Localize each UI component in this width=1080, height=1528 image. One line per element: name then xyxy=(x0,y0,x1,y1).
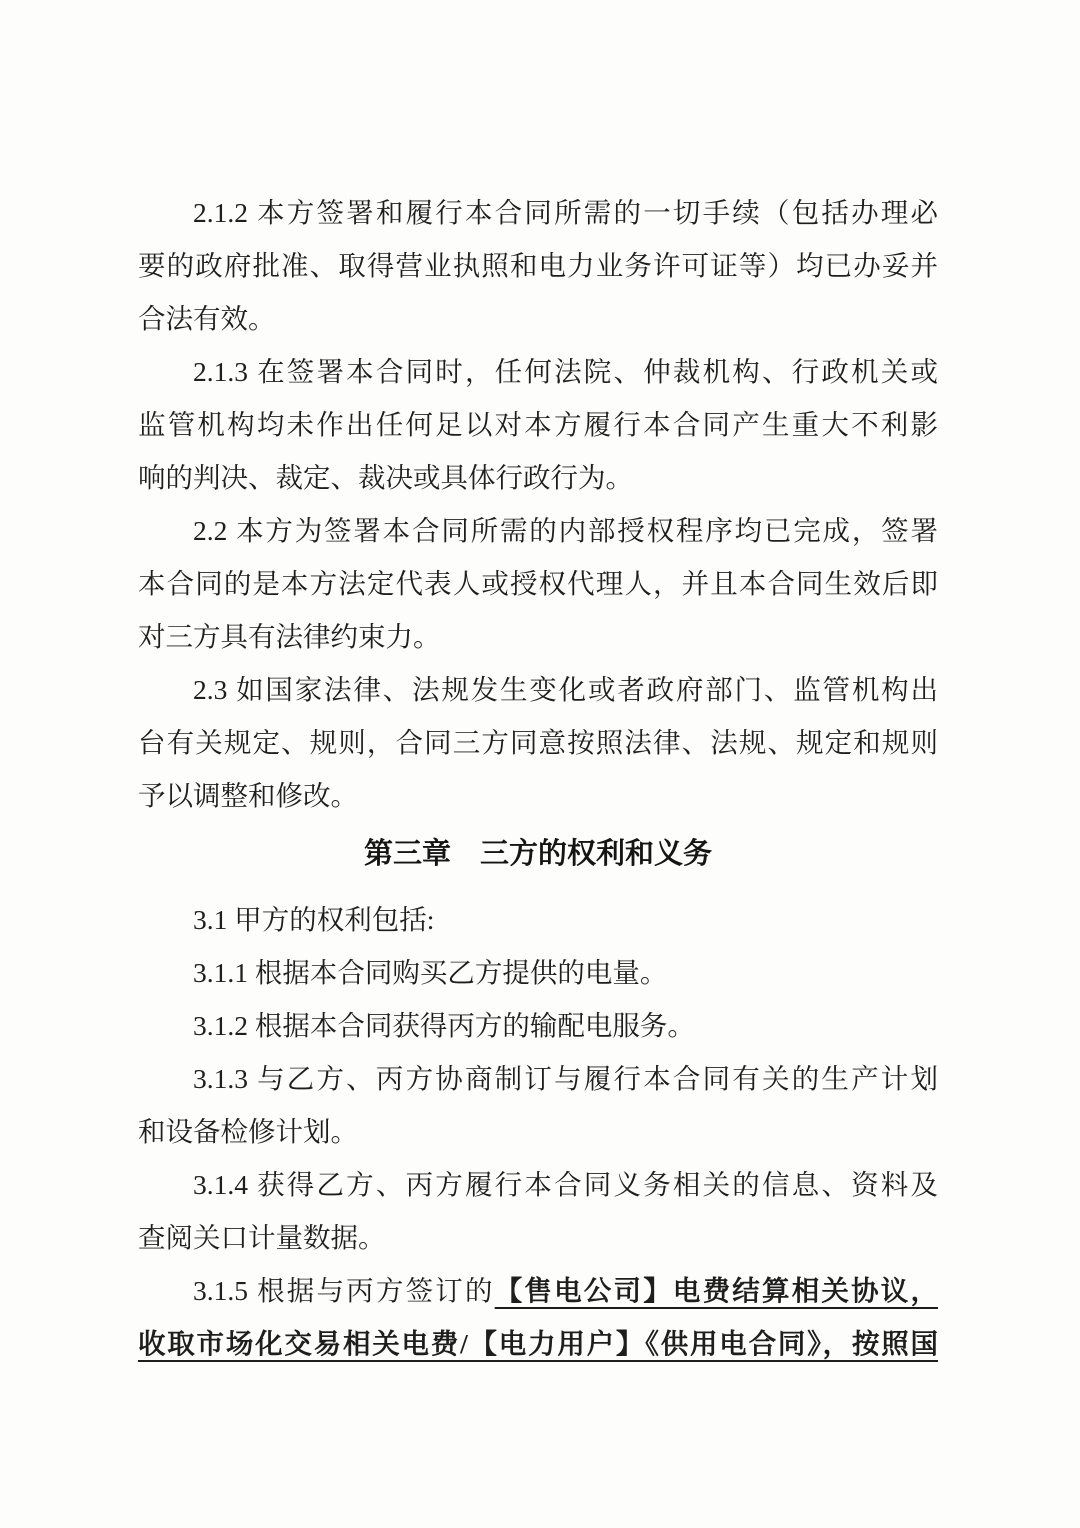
text-line xyxy=(138,1264,938,1317)
clause-3-1-1 xyxy=(138,946,938,999)
text-line: 3.1.3 与乙方、丙方协商制订与履行本合同有关的生产计划 xyxy=(193,1063,938,1094)
text-line xyxy=(138,1317,938,1370)
text-line: 2.1.2 本方签署和履行本合同所需的一切手续（包括办理必 xyxy=(193,197,938,228)
text-line: 予以调整和修改。 xyxy=(138,780,358,811)
text-line: 对三方具有法律约束力。 xyxy=(138,621,441,652)
text-line: 监管机构均未作出任何足以对本方履行本合同产生重大不利影 xyxy=(138,409,938,440)
clause-2-3 xyxy=(138,663,938,822)
text-run: 3.1.5 根据与丙方签订的 xyxy=(193,1275,495,1306)
emphasized-underlined-text: 【售电公司】电费结算相关协议， xyxy=(494,1275,938,1306)
clause-2-1-3 xyxy=(138,345,938,504)
clause-3-1-2 xyxy=(138,999,938,1052)
clause-3-1 xyxy=(138,893,938,946)
clause-3-1-4 xyxy=(138,1158,938,1264)
text-line: 2.3 如国家法律、法规发生变化或者政府部门、监管机构出 xyxy=(193,674,938,705)
clause-2-2 xyxy=(138,504,938,663)
clause-2-1-2 xyxy=(138,186,938,345)
text-line: 2.1.3 在签署本合同时，任何法院、仲裁机构、行政机关或 xyxy=(193,356,938,387)
text-line: 2.2 本方为签署本合同所需的内部授权程序均已完成，签署 xyxy=(193,515,938,546)
text-line: 3.1.4 获得乙方、丙方履行本合同义务相关的信息、资料及 xyxy=(193,1169,938,1200)
text-line: 3.1.2 根据本合同获得丙方的输配电服务。 xyxy=(193,1010,695,1041)
text-line: 要的政府批准、取得营业执照和电力业务许可证等）均已办妥并 xyxy=(138,250,938,281)
text-line: 响的判决、裁定、裁决或具体行政行为。 xyxy=(138,462,633,493)
text-line: 3.1.1 根据本合同购买乙方提供的电量。 xyxy=(193,957,668,988)
text-line: 查阅关口计量数据。 xyxy=(138,1222,386,1253)
chapter-3-heading: 第三章 三方的权利和义务 xyxy=(363,838,712,870)
text-line: 3.1 甲方的权利包括: xyxy=(193,904,435,935)
emphasized-underlined-text: 收取市场化交易相关电费/【电力用户】《供用电合同》，按照国 xyxy=(138,1328,938,1359)
text-line: 台有关规定、规则，合同三方同意按照法律、法规、规定和规则 xyxy=(138,727,938,758)
clause-3-1-3 xyxy=(138,1052,938,1158)
text-line: 合法有效。 xyxy=(138,303,276,334)
text-line: 和设备检修计划。 xyxy=(138,1116,358,1147)
text-line: 本合同的是本方法定代表人或授权代理人，并且本合同生效后即 xyxy=(138,568,938,599)
clause-3-1-5 xyxy=(138,1264,938,1370)
